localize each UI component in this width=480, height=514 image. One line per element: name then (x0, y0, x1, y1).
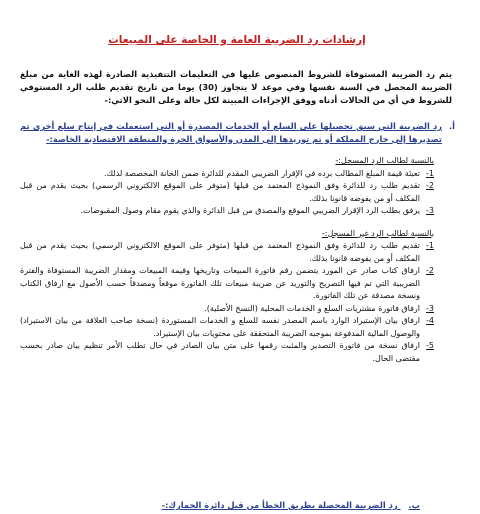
section-a-marker: أ. (449, 121, 455, 131)
registered-applicant-title: بالنسبة لطالب الرد المسجل:- (335, 156, 434, 165)
item-text: ارفاق بيان الإستيراد الوارد باسم المصدر نفسه للسلع و الخدمات المستوردة (نسخة صاحب العلاقة من بيان الاستيراد) والوصول المالية المدفوعة بموجبه الضريبة المتحققة على محتويات بيان الإستيراد. (20, 316, 420, 338)
list-item (12, 180, 434, 205)
section-b-text: رد الضريبة المحصلة بطريق الخطأ من قبل دائرة الجمارك:- (161, 500, 398, 510)
item-number: 3- (426, 303, 434, 313)
list-item (12, 168, 434, 181)
section-a (12, 120, 462, 145)
document-page (0, 34, 480, 514)
item-number: 5- (426, 341, 434, 350)
list-item (12, 303, 434, 316)
item-number: 4- (426, 316, 434, 325)
section-b (162, 500, 420, 510)
item-number: 1- (426, 168, 434, 178)
list-item (12, 315, 434, 340)
registered-applicant-group (12, 155, 462, 218)
item-text: يرفق بطلب الرد الإقرار الضريبي الموقع والمصدق من قبل الدائرة والذي يقوم مقام وصول المقبوضات. (80, 206, 420, 215)
item-text: ارفاق فاتورة مشتريات السلع و الخدمات المحلية (النسخ الأصلية). (204, 303, 420, 313)
item-number: 2- (426, 181, 434, 190)
section-b-marker: ب. (408, 500, 420, 510)
list-item (12, 265, 434, 303)
unregistered-applicant-title: بالنسبة لطالب الرد غير المسجل:- (321, 228, 434, 238)
section-a-text: رد الضريبة التي سبق تحصيلها على السلع أو الخدمات المصدرة أو التي استعملت في إنتاج سلع أخرى تم تصديرها إلى خارج المملكة أو تم توريدها إلى المدن والأسواق الحرة والمنطقة الاقتصادية الخاصة:- (20, 121, 442, 144)
item-text: تعبئة قيمة المبلغ المطالب برده في الإقرار الضريبي المقدم للدائرة ضمن الخانة المخصصة لذلك. (104, 168, 420, 178)
intro-paragraph: يتم رد الضريبة المستوفاة للشروط المنصوص عليها في التعليمات التنفيذية الصادرة لهذه الغاية من مبلغ الضريبة المحصل في السنة نفسها وفي موعد لا يتجاوز (30) يوما من تاريخ تقديم طلب الرد المستوفي للشروط في أي من الحالات أدناه ووفق الإجراءات المبينة لكل حالة وعلى النحو الاتي:- (20, 69, 452, 105)
unregistered-applicant-group (12, 228, 462, 366)
item-text: ارفاق نسخة من فاتورة التصدير والمثبت رقمها على متن بيان الصادر في حال تطلب الأمر تنظيم بيان صادر بحسب مقتضى الحال. (20, 341, 420, 363)
list-item (12, 205, 434, 218)
item-text: ارفاق كتاب صادر عن المورد يتضمن رقم فاتورة المبيعات وتاريخها وقيمة المبيعات ومقدار الضريبة المستوفاة والفترة الضريبية التي تم فيها التصريح والتوريد عن ضريبة مبيعات تلك الفاتورة موقعاً ومصدقاً حسب الأصول مع ارفاق الكتاب ونسخة مصدقة عن تلك الفاتورة. (20, 266, 420, 300)
item-text: تقديم طلب رد للدائرة وفق النموذج المعتمد من قبلها (متوفر على الموقع الالكتروني الرسمي) بحيث يقدم من قبل المكلف أو من يفوضه قانونا بذلك. (20, 181, 420, 203)
item-text: تقديم طلب رد للدائرة وفق النموذج المعتمد من قبلها (متوفر على الموقع الالكتروني الرسمي) بحيث يقدم من قبل المكلف أو من يفوضه قانونا بذلك. (20, 241, 420, 263)
item-number: 1- (426, 241, 434, 250)
item-number: 3- (426, 206, 434, 215)
item-number: 2- (426, 266, 434, 275)
list-item (12, 340, 434, 365)
list-item (12, 240, 434, 265)
document-title: إرشادات رد الضريبة العامة و الخاصة على المبيعات (108, 34, 366, 46)
